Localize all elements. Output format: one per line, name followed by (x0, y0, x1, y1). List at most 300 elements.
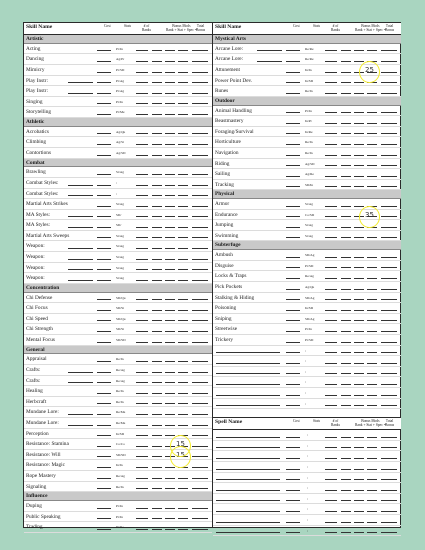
entry-line[interactable] (286, 447, 300, 448)
entry-line[interactable] (367, 469, 377, 470)
entry-line[interactable] (165, 361, 175, 362)
entry-line[interactable] (165, 114, 175, 115)
entry-line[interactable] (97, 342, 111, 343)
entry-line[interactable] (325, 144, 337, 145)
entry-line[interactable] (381, 532, 397, 533)
entry-line[interactable] (341, 257, 351, 258)
entry-line[interactable] (367, 165, 377, 166)
entry-line[interactable] (354, 447, 364, 448)
entry-line[interactable] (97, 331, 111, 332)
entry-line[interactable] (97, 299, 111, 300)
entry-line[interactable] (136, 529, 148, 530)
entry-line[interactable] (354, 395, 364, 396)
entry-line[interactable] (165, 518, 175, 519)
entry-line[interactable] (97, 82, 111, 83)
entry-line[interactable] (178, 61, 188, 62)
entry-line[interactable] (97, 456, 111, 457)
entry-line[interactable] (354, 363, 364, 364)
entry-line[interactable] (325, 479, 337, 480)
entry-line[interactable] (341, 237, 351, 238)
entry-line[interactable] (367, 511, 377, 512)
entry-line[interactable] (165, 320, 175, 321)
entry-line[interactable] (367, 458, 377, 459)
entry-line[interactable] (367, 437, 377, 438)
entry-line[interactable] (354, 206, 364, 207)
entry-line[interactable] (178, 206, 188, 207)
entry-line[interactable] (97, 93, 111, 94)
skill-name-blank[interactable] (257, 61, 282, 62)
entry-line[interactable] (97, 372, 111, 373)
entry-line[interactable] (354, 511, 364, 512)
entry-line[interactable] (354, 123, 364, 124)
entry-line[interactable] (178, 414, 188, 415)
entry-line[interactable] (286, 405, 300, 406)
spell-name-blank[interactable] (216, 500, 280, 501)
entry-line[interactable] (178, 195, 188, 196)
skill-name-blank[interactable] (68, 185, 93, 186)
entry-line[interactable] (354, 227, 364, 228)
entry-line[interactable] (97, 529, 111, 530)
entry-line[interactable] (325, 511, 337, 512)
entry-line[interactable] (325, 395, 337, 396)
entry-line[interactable] (136, 393, 148, 394)
entry-line[interactable] (341, 342, 351, 343)
entry-line[interactable] (165, 529, 175, 530)
entry-line[interactable] (97, 435, 111, 436)
entry-line[interactable] (381, 511, 397, 512)
entry-line[interactable] (136, 446, 148, 447)
entry-line[interactable] (97, 185, 111, 186)
skill-name-blank[interactable] (216, 405, 280, 406)
entry-line[interactable] (286, 320, 300, 321)
entry-line[interactable] (192, 299, 208, 300)
entry-line[interactable] (367, 363, 377, 364)
entry-line[interactable] (286, 257, 300, 258)
entry-line[interactable] (341, 206, 351, 207)
entry-line[interactable] (152, 269, 162, 270)
entry-line[interactable] (354, 437, 364, 438)
entry-line[interactable] (381, 490, 397, 491)
entry-line[interactable] (354, 373, 364, 374)
entry-line[interactable] (381, 447, 397, 448)
entry-line[interactable] (325, 310, 337, 311)
entry-line[interactable] (325, 331, 337, 332)
entry-line[interactable] (152, 259, 162, 260)
skill-name-blank[interactable] (68, 227, 93, 228)
entry-line[interactable] (325, 50, 337, 51)
skill-name-blank[interactable] (216, 363, 280, 364)
entry-line[interactable] (178, 508, 188, 509)
entry-line[interactable] (286, 112, 300, 113)
entry-line[interactable] (136, 382, 148, 383)
entry-line[interactable] (286, 310, 300, 311)
entry-line[interactable] (354, 342, 364, 343)
entry-line[interactable] (165, 195, 175, 196)
entry-line[interactable] (354, 186, 364, 187)
entry-line[interactable] (286, 331, 300, 332)
entry-line[interactable] (136, 508, 148, 509)
entry-line[interactable] (152, 174, 162, 175)
entry-line[interactable] (286, 50, 300, 51)
entry-line[interactable] (341, 363, 351, 364)
entry-line[interactable] (136, 82, 148, 83)
entry-line[interactable] (325, 490, 337, 491)
entry-line[interactable] (192, 478, 208, 479)
entry-line[interactable] (165, 216, 175, 217)
entry-line[interactable] (286, 61, 300, 62)
entry-line[interactable] (152, 435, 162, 436)
entry-line[interactable] (354, 320, 364, 321)
entry-line[interactable] (152, 195, 162, 196)
entry-line[interactable] (341, 479, 351, 480)
entry-line[interactable] (152, 114, 162, 115)
entry-line[interactable] (325, 61, 337, 62)
spell-name-blank[interactable] (216, 511, 280, 512)
entry-line[interactable] (152, 280, 162, 281)
entry-line[interactable] (325, 289, 337, 290)
entry-line[interactable] (136, 144, 148, 145)
entry-line[interactable] (325, 532, 337, 533)
entry-line[interactable] (136, 467, 148, 468)
entry-line[interactable] (341, 352, 351, 353)
entry-line[interactable] (286, 299, 300, 300)
entry-line[interactable] (178, 185, 188, 186)
entry-line[interactable] (354, 310, 364, 311)
entry-line[interactable] (178, 133, 188, 134)
entry-line[interactable] (367, 133, 377, 134)
entry-line[interactable] (152, 456, 162, 457)
entry-line[interactable] (97, 446, 111, 447)
entry-line[interactable] (165, 227, 175, 228)
entry-line[interactable] (325, 267, 337, 268)
entry-line[interactable] (97, 361, 111, 362)
entry-line[interactable] (341, 320, 351, 321)
entry-line[interactable] (192, 259, 208, 260)
entry-line[interactable] (178, 320, 188, 321)
entry-line[interactable] (325, 237, 337, 238)
entry-line[interactable] (192, 72, 208, 73)
entry-line[interactable] (178, 382, 188, 383)
entry-line[interactable] (192, 103, 208, 104)
entry-line[interactable] (354, 469, 364, 470)
entry-line[interactable] (381, 331, 397, 332)
entry-line[interactable] (367, 123, 377, 124)
entry-line[interactable] (192, 133, 208, 134)
entry-line[interactable] (341, 532, 351, 533)
entry-line[interactable] (325, 299, 337, 300)
entry-line[interactable] (354, 405, 364, 406)
entry-line[interactable] (286, 522, 300, 523)
skill-name-blank[interactable] (68, 382, 93, 383)
entry-line[interactable] (381, 257, 397, 258)
entry-line[interactable] (178, 114, 188, 115)
entry-line[interactable] (341, 61, 351, 62)
skill-name-blank[interactable] (68, 425, 93, 426)
entry-line[interactable] (97, 206, 111, 207)
entry-line[interactable] (97, 488, 111, 489)
entry-line[interactable] (165, 82, 175, 83)
entry-line[interactable] (178, 216, 188, 217)
entry-line[interactable] (192, 280, 208, 281)
entry-line[interactable] (97, 518, 111, 519)
entry-line[interactable] (367, 342, 377, 343)
entry-line[interactable] (381, 155, 397, 156)
entry-line[interactable] (341, 176, 351, 177)
spell-name-blank[interactable] (216, 532, 280, 533)
entry-line[interactable] (178, 342, 188, 343)
entry-line[interactable] (136, 227, 148, 228)
entry-line[interactable] (152, 372, 162, 373)
entry-line[interactable] (381, 469, 397, 470)
entry-line[interactable] (97, 508, 111, 509)
skill-name-blank[interactable] (216, 384, 280, 385)
entry-line[interactable] (354, 267, 364, 268)
entry-line[interactable] (165, 185, 175, 186)
entry-line[interactable] (97, 72, 111, 73)
entry-line[interactable] (381, 320, 397, 321)
entry-line[interactable] (325, 469, 337, 470)
entry-line[interactable] (192, 393, 208, 394)
entry-line[interactable] (286, 267, 300, 268)
spell-name-blank[interactable] (216, 469, 280, 470)
entry-line[interactable] (341, 384, 351, 385)
entry-line[interactable] (165, 488, 175, 489)
entry-line[interactable] (152, 144, 162, 145)
entry-line[interactable] (136, 216, 148, 217)
entry-line[interactable] (341, 490, 351, 491)
entry-line[interactable] (341, 155, 351, 156)
entry-line[interactable] (381, 61, 397, 62)
entry-line[interactable] (97, 403, 111, 404)
entry-line[interactable] (367, 237, 377, 238)
entry-line[interactable] (178, 488, 188, 489)
entry-line[interactable] (152, 93, 162, 94)
entry-line[interactable] (381, 72, 397, 73)
entry-line[interactable] (286, 82, 300, 83)
skill-name-blank[interactable] (216, 395, 280, 396)
entry-line[interactable] (152, 488, 162, 489)
entry-line[interactable] (381, 50, 397, 51)
entry-line[interactable] (341, 331, 351, 332)
entry-line[interactable] (381, 384, 397, 385)
entry-line[interactable] (286, 176, 300, 177)
entry-line[interactable] (178, 393, 188, 394)
skill-name-blank[interactable] (68, 372, 93, 373)
entry-line[interactable] (192, 518, 208, 519)
entry-line[interactable] (97, 227, 111, 228)
entry-line[interactable] (325, 176, 337, 177)
entry-line[interactable] (381, 310, 397, 311)
entry-line[interactable] (341, 395, 351, 396)
entry-line[interactable] (165, 155, 175, 156)
entry-line[interactable] (136, 133, 148, 134)
entry-line[interactable] (152, 414, 162, 415)
entry-line[interactable] (192, 237, 208, 238)
entry-line[interactable] (178, 82, 188, 83)
entry-line[interactable] (286, 469, 300, 470)
entry-line[interactable] (341, 133, 351, 134)
entry-line[interactable] (341, 373, 351, 374)
entry-line[interactable] (136, 488, 148, 489)
entry-line[interactable] (152, 103, 162, 104)
entry-line[interactable] (165, 174, 175, 175)
entry-line[interactable] (354, 289, 364, 290)
entry-line[interactable] (325, 227, 337, 228)
entry-line[interactable] (367, 299, 377, 300)
entry-line[interactable] (325, 500, 337, 501)
entry-line[interactable] (136, 93, 148, 94)
entry-line[interactable] (178, 155, 188, 156)
entry-line[interactable] (152, 446, 162, 447)
entry-line[interactable] (152, 61, 162, 62)
entry-line[interactable] (354, 352, 364, 353)
entry-line[interactable] (178, 269, 188, 270)
entry-line[interactable] (165, 259, 175, 260)
entry-line[interactable] (97, 382, 111, 383)
entry-line[interactable] (178, 103, 188, 104)
entry-line[interactable] (381, 500, 397, 501)
entry-line[interactable] (341, 500, 351, 501)
entry-line[interactable] (286, 373, 300, 374)
entry-line[interactable] (152, 299, 162, 300)
entry-line[interactable] (178, 227, 188, 228)
entry-line[interactable] (367, 176, 377, 177)
entry-line[interactable] (341, 93, 351, 94)
entry-line[interactable] (152, 393, 162, 394)
entry-line[interactable] (97, 216, 111, 217)
skill-name-blank[interactable] (68, 269, 93, 270)
entry-line[interactable] (152, 248, 162, 249)
entry-line[interactable] (286, 216, 300, 217)
entry-line[interactable] (286, 363, 300, 364)
entry-line[interactable] (97, 269, 111, 270)
entry-line[interactable] (381, 216, 397, 217)
entry-line[interactable] (152, 185, 162, 186)
entry-line[interactable] (341, 511, 351, 512)
entry-line[interactable] (341, 405, 351, 406)
entry-line[interactable] (97, 310, 111, 311)
entry-line[interactable] (136, 403, 148, 404)
entry-line[interactable] (165, 372, 175, 373)
entry-line[interactable] (325, 165, 337, 166)
entry-line[interactable] (381, 267, 397, 268)
entry-line[interactable] (152, 403, 162, 404)
entry-line[interactable] (381, 458, 397, 459)
entry-line[interactable] (192, 114, 208, 115)
entry-line[interactable] (165, 425, 175, 426)
entry-line[interactable] (178, 259, 188, 260)
entry-line[interactable] (325, 123, 337, 124)
entry-line[interactable] (341, 72, 351, 73)
entry-line[interactable] (136, 435, 148, 436)
entry-line[interactable] (192, 248, 208, 249)
entry-line[interactable] (136, 237, 148, 238)
entry-line[interactable] (136, 103, 148, 104)
entry-line[interactable] (97, 259, 111, 260)
entry-line[interactable] (367, 50, 377, 51)
entry-line[interactable] (192, 382, 208, 383)
entry-line[interactable] (367, 155, 377, 156)
entry-line[interactable] (152, 237, 162, 238)
entry-line[interactable] (367, 479, 377, 480)
entry-line[interactable] (152, 227, 162, 228)
entry-line[interactable] (165, 248, 175, 249)
entry-line[interactable] (286, 458, 300, 459)
entry-line[interactable] (381, 123, 397, 124)
entry-line[interactable] (354, 82, 364, 83)
entry-line[interactable] (97, 174, 111, 175)
entry-line[interactable] (286, 384, 300, 385)
skill-name-blank[interactable] (68, 280, 93, 281)
entry-line[interactable] (165, 269, 175, 270)
entry-line[interactable] (165, 50, 175, 51)
entry-line[interactable] (152, 82, 162, 83)
entry-line[interactable] (381, 144, 397, 145)
entry-line[interactable] (367, 522, 377, 523)
entry-line[interactable] (152, 216, 162, 217)
entry-line[interactable] (341, 469, 351, 470)
entry-line[interactable] (192, 361, 208, 362)
entry-line[interactable] (178, 248, 188, 249)
skill-name-blank[interactable] (68, 216, 93, 217)
entry-line[interactable] (286, 123, 300, 124)
entry-line[interactable] (97, 195, 111, 196)
entry-line[interactable] (192, 269, 208, 270)
entry-line[interactable] (192, 155, 208, 156)
entry-line[interactable] (325, 384, 337, 385)
entry-line[interactable] (192, 467, 208, 468)
entry-line[interactable] (325, 216, 337, 217)
entry-line[interactable] (192, 144, 208, 145)
entry-line[interactable] (325, 186, 337, 187)
entry-line[interactable] (381, 227, 397, 228)
entry-line[interactable] (178, 280, 188, 281)
entry-line[interactable] (178, 403, 188, 404)
entry-line[interactable] (152, 425, 162, 426)
entry-line[interactable] (381, 342, 397, 343)
entry-line[interactable] (136, 50, 148, 51)
entry-line[interactable] (367, 384, 377, 385)
entry-line[interactable] (381, 237, 397, 238)
entry-line[interactable] (286, 352, 300, 353)
entry-line[interactable] (97, 103, 111, 104)
entry-line[interactable] (354, 144, 364, 145)
entry-line[interactable] (367, 490, 377, 491)
entry-line[interactable] (341, 144, 351, 145)
entry-line[interactable] (136, 331, 148, 332)
entry-line[interactable] (178, 478, 188, 479)
entry-line[interactable] (286, 165, 300, 166)
entry-line[interactable] (152, 155, 162, 156)
entry-line[interactable] (165, 393, 175, 394)
entry-line[interactable] (178, 361, 188, 362)
entry-line[interactable] (136, 361, 148, 362)
entry-line[interactable] (165, 133, 175, 134)
entry-line[interactable] (286, 155, 300, 156)
entry-line[interactable] (192, 174, 208, 175)
entry-line[interactable] (165, 61, 175, 62)
entry-line[interactable] (152, 320, 162, 321)
entry-line[interactable] (341, 165, 351, 166)
entry-line[interactable] (136, 320, 148, 321)
entry-line[interactable] (136, 310, 148, 311)
entry-line[interactable] (286, 237, 300, 238)
entry-line[interactable] (341, 299, 351, 300)
entry-line[interactable] (136, 114, 148, 115)
entry-line[interactable] (341, 186, 351, 187)
entry-line[interactable] (325, 352, 337, 353)
entry-line[interactable] (97, 280, 111, 281)
